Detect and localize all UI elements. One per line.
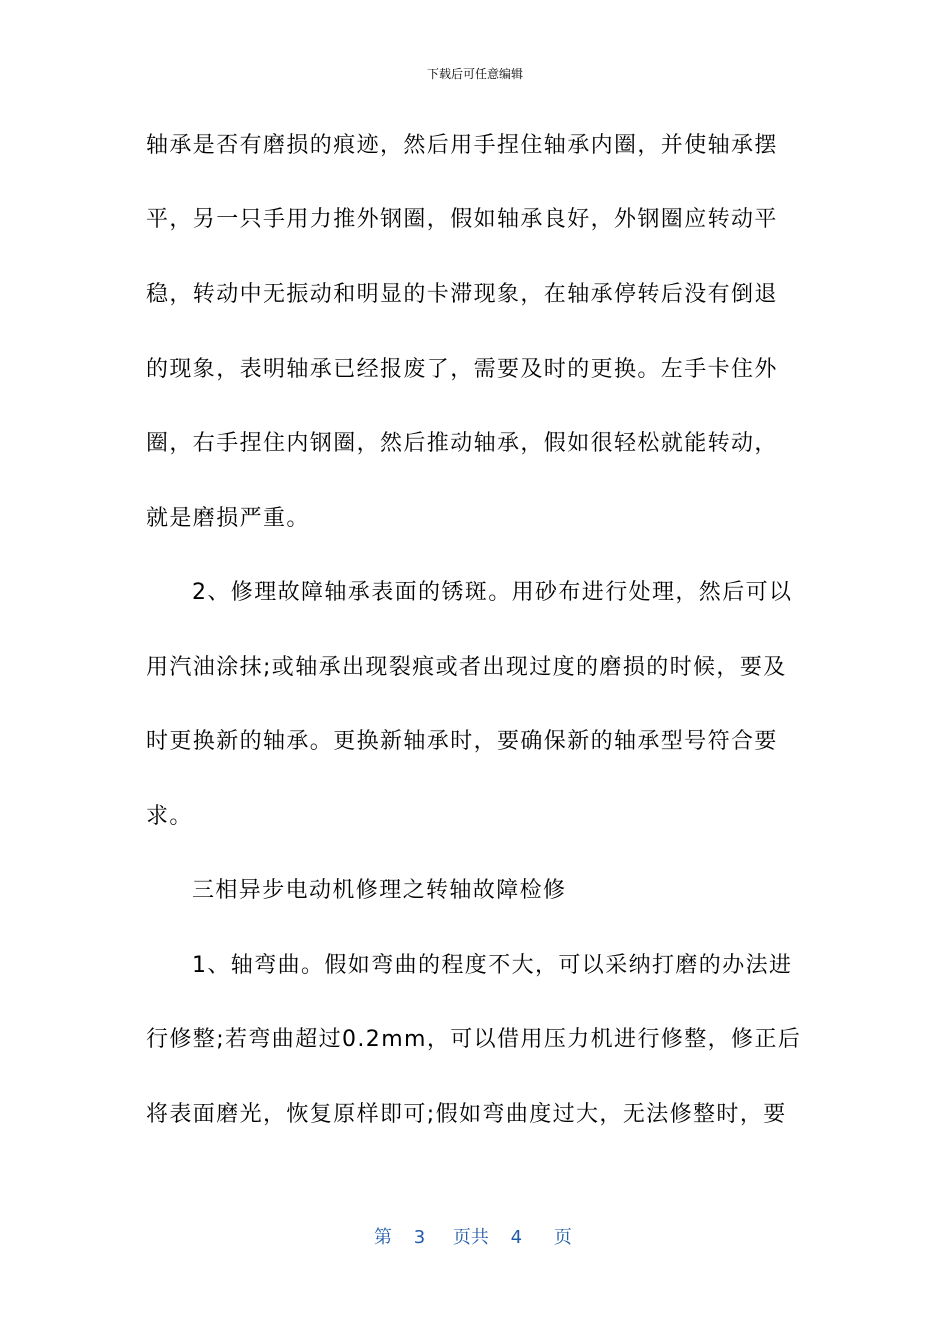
body-line-9: 时更换新的轴承。更换新轴承时，要确保新的轴承型号符合要 (146, 729, 778, 754)
page-footer (374, 1226, 572, 1250)
body-line-13: 行修整;若弯曲超过0.2mm，可以借用压力机进行修整，修正后 (146, 1027, 802, 1052)
footer-middle: 页共 (452, 1227, 489, 1248)
body-line-2: 平，另一只手用力推外钢圈，假如轴承良好，外钢圈应转动平 (146, 207, 778, 232)
body-line-7: 2、修理故障轴承表面的锈斑。用砂布进行处理，然后可以 (192, 580, 793, 605)
footer-prefix: 第 (374, 1227, 392, 1248)
body-line-5: 圈，右手捏住内钢圈，然后推动轴承，假如很轻松就能转动， (146, 431, 778, 456)
section-heading: 三相异步电动机修理之转轴故障检修 (192, 878, 567, 903)
page-header-note: 下载后可任意编辑 (426, 67, 523, 81)
footer-current-page: 3 (413, 1227, 426, 1248)
footer-suffix: 页 (553, 1227, 572, 1248)
body-line-10: 求。 (146, 804, 193, 829)
body-line-1: 轴承是否有磨损的痕迹，然后用手捏住轴承内圈，并使轴承摆 (146, 133, 778, 158)
body-line-8: 用汽油涂抹;或轴承出现裂痕或者出现过度的磨损的时候，要及 (146, 655, 787, 680)
body-line-3: 稳，转动中无振动和明显的卡滞现象，在轴承停转后没有倒退 (146, 282, 778, 307)
footer-total-pages: 4 (510, 1227, 523, 1248)
body-line-6: 就是磨损严重。 (146, 506, 310, 531)
body-line-12: 1、轴弯曲。假如弯曲的程度不大，可以采纳打磨的办法进 (192, 953, 793, 978)
body-line-14: 将表面磨光，恢复原样即可;假如弯曲度过大，无法修整时，要 (146, 1102, 787, 1127)
body-line-4: 的现象，表明轴承已经报废了，需要及时的更换。左手卡住外 (146, 357, 778, 382)
